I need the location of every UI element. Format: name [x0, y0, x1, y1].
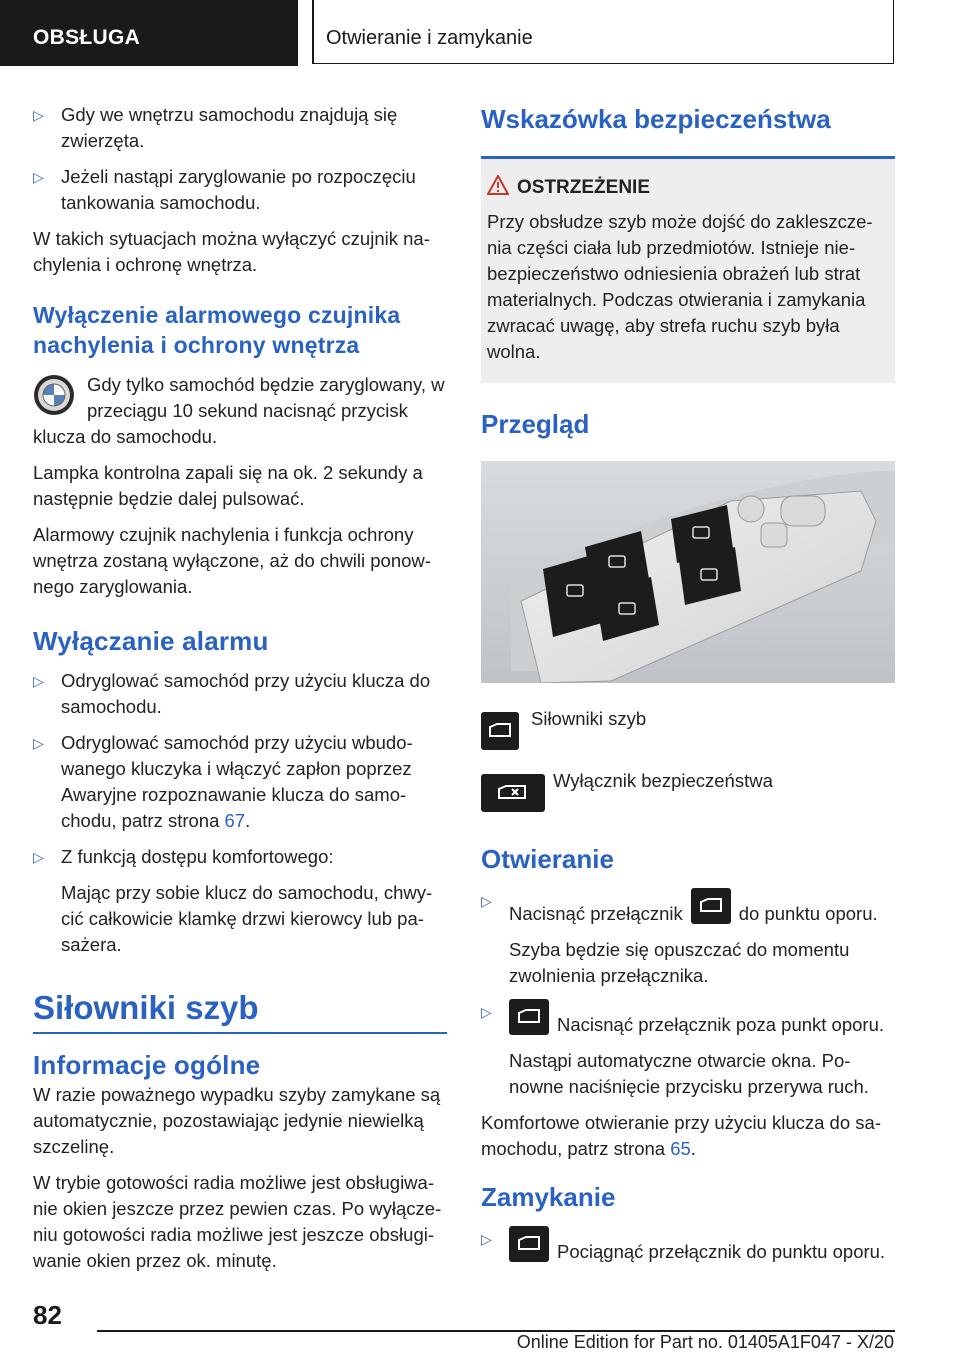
list-item [33, 164, 447, 216]
chapter-heading: Siłowniki szyb [33, 989, 259, 1026]
list-item [481, 888, 895, 989]
legend-item [481, 768, 895, 824]
list-item-text: Odryglować samochód przy użyciu wbudowanego kluczyka i włączyć zapłon poprzez Awaryjne rozpoznawanie klucza do samochodu, patrz strona [61, 732, 413, 831]
bullet-triangle-icon: ▷ [33, 107, 44, 123]
list-item-text: Nacisnąć przełącznik [509, 903, 683, 924]
window-switch-icon [481, 712, 519, 750]
bullet-triangle-icon: ▷ [481, 893, 492, 909]
paragraph: W razie poważnego wypadku szyby zamykane są automatycznie, pozostawiając jedynie niewielką szczelinę. [33, 1084, 441, 1157]
warning-text: Przy obsłudze szyb może dojść do zakleszczenia części ciała lub przedmiotów. Istnieje niebezpieczeństwo odniesienia obrażeń lub strat materialnych. Podczas otwierania i zamykania zwracać uwagę, aby strefa ruchu szyb była wolna. [487, 211, 873, 362]
legend-label: Siłowniki szyb [531, 708, 647, 729]
list-item [33, 730, 447, 834]
page-link[interactable]: 67 [224, 810, 246, 831]
section-heading: Wyłączenie alarmowego czujnika nachylenia i ochrony wnętrza [33, 302, 401, 358]
section-heading: Zamykanie [481, 1182, 616, 1212]
warning-triangle-icon [487, 175, 509, 195]
page-header [0, 0, 960, 66]
list-item-text: Gdy we wnętrzu samochodu znajdują się zwierzęta. [61, 104, 398, 151]
bullet-triangle-icon: ▷ [481, 1231, 492, 1247]
list-item-text: Jeżeli nastąpi zaryglowanie po rozpoczęciu tankowania samochodu. [61, 166, 416, 213]
paragraph: Lampka kontrolna zapali się na ok. 2 sekundy a następnie będzie dalej pulsować. [33, 462, 423, 509]
heading-rule [33, 1032, 447, 1034]
paragraph-text: Gdy tylko samochód będzie zaryglowany, w przeciągu 10 sekund nacisnąć przycisk klucza do samochodu. [33, 374, 445, 447]
chapter-tab [312, 0, 894, 64]
warning-box [481, 159, 895, 383]
list-item [33, 668, 447, 720]
warning-title-text: OSTRZEŻENIE [517, 177, 651, 198]
bullet-triangle-icon: ▷ [33, 735, 44, 751]
section-heading: Wskazówka bezpieczeństwa [481, 104, 831, 134]
paragraph: W trybie gotowości radia możliwe jest obsługiwanie okien jeszcze przez pewien czas. Po wyłączeniu gotowości radia możliwe jest jeszcze obsługiwanie okien przez ok. minutę. [33, 1172, 442, 1271]
section-heading: Przegląd [481, 409, 590, 439]
page-number: 82 [33, 1300, 62, 1330]
chapter-title: Otwieranie i zamykanie [326, 27, 533, 49]
punctuation: . [690, 1138, 696, 1159]
right-column [481, 102, 895, 1275]
list-item-text: do punktu oporu. [738, 903, 878, 924]
warning-title [487, 175, 887, 201]
legend-item [481, 706, 895, 762]
paragraph-with-logo [33, 372, 447, 450]
edition-text: Online Edition for Part no. 01405A1F047 - X/20 [516, 1332, 894, 1352]
list-item-subtext: Mając przy sobie klucz do samochodu, chwycić całkowicie klamkę drzwi kierowcy lub pasażera. [61, 882, 433, 955]
list-item [481, 999, 895, 1100]
window-switch-icon [691, 888, 731, 924]
page-link[interactable]: 65 [670, 1138, 691, 1159]
legend-label: Wyłącznik bezpieczeństwa [553, 770, 773, 791]
list-item-subtext: Szyba będzie się opuszczać do momentu zwolnienia przełącznika. [509, 939, 850, 986]
paragraph [481, 1110, 895, 1162]
paragraph: W takich sytuacjach można wyłączyć czujnik nachylenia i ochronę wnętrza. [33, 228, 430, 275]
bullet-triangle-icon: ▷ [33, 169, 44, 185]
paragraph: Alarmowy czujnik nachylenia i funkcja ochrony wnętrza zostaną wyłączone, aż do chwili ponownego zaryglowania. [33, 524, 431, 597]
bullet-triangle-icon: ▷ [33, 673, 44, 689]
section-tab [0, 0, 298, 66]
bullet-triangle-icon: ▷ [33, 849, 44, 865]
window-switch-icon [509, 1226, 549, 1262]
section-heading: Informacje ogólne [33, 1050, 261, 1080]
bullet-triangle-icon: ▷ [481, 1004, 492, 1020]
bmw-logo-icon [33, 374, 75, 416]
section-heading: Otwieranie [481, 844, 614, 874]
list-item-text: Z funkcją dostępu komfortowego: [61, 846, 334, 867]
section-label: OBSŁUGA [33, 26, 141, 49]
punctuation: . [245, 810, 251, 831]
list-item-subtext: Nastąpi automatyczne otwarcie okna. Ponowne naciśnięcie przycisku przerywa ruch. [509, 1050, 869, 1097]
section-heading: Wyłączanie alarmu [33, 626, 269, 656]
safety-switch-icon [481, 774, 545, 812]
window-switch-panel-photo [481, 461, 895, 683]
list-item [33, 102, 447, 154]
list-item [481, 1226, 895, 1265]
list-item-text: Nacisnąć przełącznik poza punkt oporu. [557, 1014, 885, 1035]
window-switch-icon [509, 999, 549, 1035]
left-column [33, 102, 447, 1284]
paragraph-text: Komfortowe otwieranie przy użyciu klucza do samochodu, patrz strona [481, 1112, 881, 1159]
list-item-text: Pociągnąć przełącznik do punktu oporu. [557, 1241, 886, 1262]
list-item [33, 844, 447, 958]
list-item-text: Odryglować samochód przy użyciu klucza do samochodu. [61, 670, 431, 717]
